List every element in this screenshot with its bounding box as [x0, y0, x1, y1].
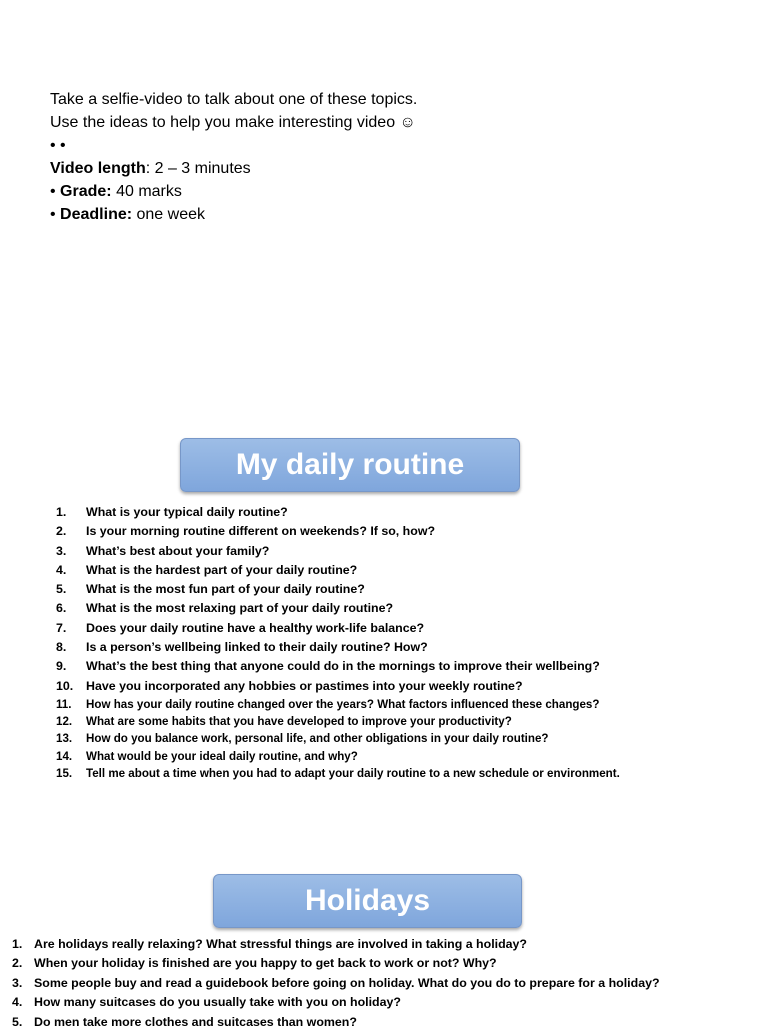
question-item	[0, 542, 620, 561]
question-text: What is the most fun part of your daily routine?	[86, 582, 365, 597]
question-text: What is the most relaxing part of your daily routine?	[86, 601, 394, 616]
question-text: How has your daily routine changed over the years? What factors influenced these changes?	[86, 697, 600, 711]
grade-bullet: •	[50, 183, 61, 200]
question-item	[0, 1013, 660, 1032]
deadline-label: Deadline:	[60, 206, 133, 223]
question-number: 5.	[12, 1014, 23, 1029]
question-number: 1.	[56, 505, 67, 519]
instruction-line-1: Take a selfie-video to talk about one of these topics.	[50, 91, 418, 108]
question-number: 2.	[56, 524, 67, 539]
question-number: 3.	[56, 543, 67, 558]
question-number: 7.	[56, 620, 67, 635]
question-item	[0, 561, 620, 580]
question-text: What’s the best thing that anyone could do in the mornings to improve their wellbeing?	[86, 659, 600, 674]
question-item	[0, 696, 620, 713]
question-item	[0, 993, 660, 1012]
question-number: 1.	[12, 937, 23, 951]
question-text: When your holiday is finished are you happy to get back to work or not? Why?	[34, 956, 497, 971]
question-text: Is a person’s wellbeing linked to their daily routine? How?	[86, 640, 428, 655]
holidays-banner: Holidays	[213, 874, 522, 928]
question-number: 6.	[56, 601, 67, 616]
question-item	[0, 522, 620, 541]
question-number: 10.	[56, 678, 74, 693]
question-number: 3.	[12, 975, 23, 990]
video-length-value: : 2 – 3 minutes	[145, 160, 251, 177]
question-number: 15.	[56, 766, 73, 780]
question-item	[0, 677, 620, 696]
question-item	[0, 638, 620, 657]
video-length-label: Video length	[50, 160, 146, 177]
question-item	[0, 619, 620, 638]
question-item	[0, 657, 620, 676]
question-number: 9.	[56, 659, 67, 674]
question-number: 5.	[56, 582, 67, 597]
grade-value: 40 marks	[111, 183, 182, 200]
question-item	[0, 503, 620, 522]
question-number: 4.	[12, 995, 23, 1010]
question-number: 13.	[56, 732, 73, 746]
question-text: What is your typical daily routine?	[86, 505, 288, 519]
question-text: Do men take more clothes and suitcases than women?	[34, 1014, 357, 1029]
assignment-instructions	[50, 88, 417, 226]
question-text: Are holidays really relaxing? What stressful things are involved in taking a holiday?	[34, 937, 527, 951]
video-length-row	[50, 157, 417, 180]
question-number: 11.	[56, 697, 72, 711]
deadline-value: one week	[132, 206, 205, 223]
question-text: Is your morning routine different on weekends? If so, how?	[86, 524, 436, 539]
holidays-questions	[0, 935, 660, 1032]
question-number: 12.	[56, 715, 73, 729]
question-item	[0, 954, 660, 973]
question-item	[0, 935, 660, 954]
question-number: 4.	[56, 562, 67, 577]
question-number: 8.	[56, 640, 67, 655]
question-text: What’s best about your family?	[86, 543, 270, 558]
question-item	[0, 974, 660, 993]
question-number: 14.	[56, 749, 73, 763]
question-text: Does your daily routine have a healthy work-life balance?	[86, 620, 425, 635]
question-text: How do you balance work, personal life, and other obligations in your daily routine?	[86, 732, 549, 746]
daily-routine-questions	[0, 503, 620, 782]
question-text: How many suitcases do you usually take with you on holiday?	[34, 995, 401, 1010]
question-text: What would be your ideal daily routine, and why?	[86, 749, 358, 763]
question-text: Have you incorporated any hobbies or pastimes into your weekly routine?	[86, 678, 523, 693]
question-item	[0, 765, 620, 782]
deadline-row	[50, 203, 417, 226]
question-text: What is the hardest part of your daily routine?	[86, 562, 358, 577]
question-item	[0, 748, 620, 765]
instruction-line-2: Use the ideas to help you make interesting video ☺	[50, 114, 416, 131]
question-item	[0, 599, 620, 618]
grade-row	[50, 180, 417, 203]
grade-label: Grade:	[60, 183, 112, 200]
daily-routine-banner: My daily routine	[180, 438, 520, 492]
question-number: 2.	[12, 956, 23, 971]
question-text: What are some habits that you have developed to improve your productivity?	[86, 715, 512, 729]
question-item	[0, 713, 620, 730]
deadline-bullet: •	[50, 206, 61, 223]
empty-bullets: • •	[50, 137, 66, 154]
question-item	[0, 580, 620, 599]
question-text: Tell me about a time when you had to adapt your daily routine to a new schedule or environment.	[86, 766, 620, 780]
question-text: Some people buy and read a guidebook before going on holiday. What do you do to prepare for a holiday?	[34, 975, 660, 990]
question-item	[0, 730, 620, 747]
